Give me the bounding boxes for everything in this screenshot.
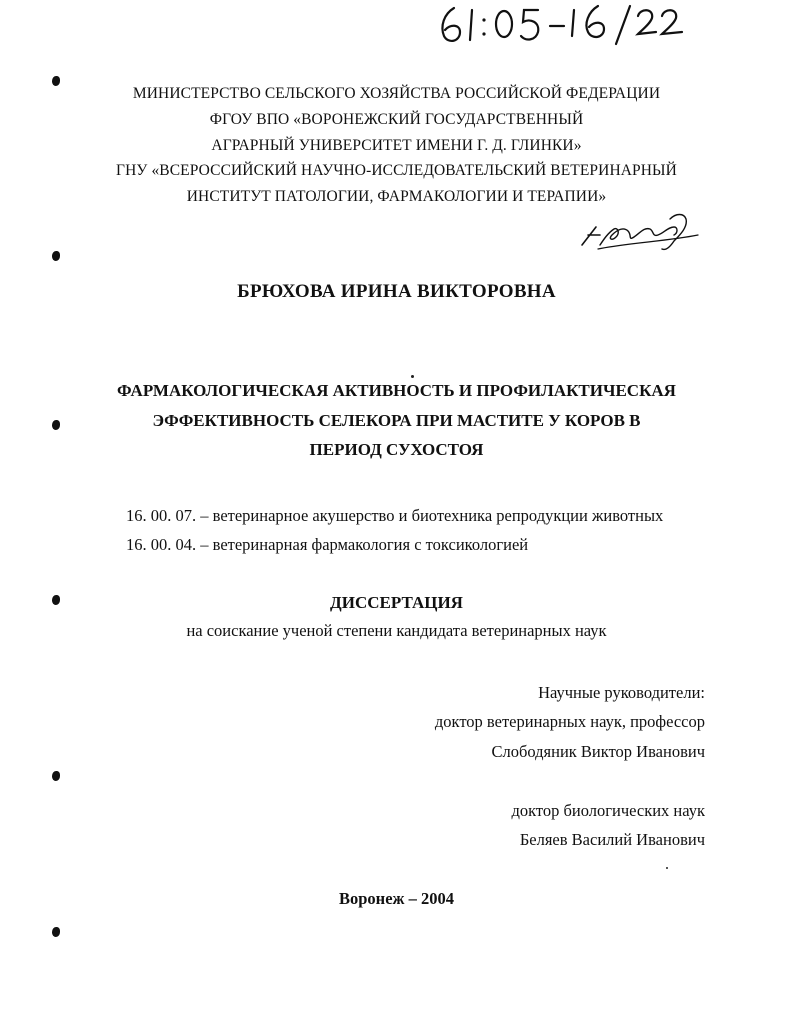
dissertation-title-line: ПЕРИОД СУХОСТОЯ: [309, 440, 484, 459]
specialty-code-line: 16. 00. 07. – ветеринарное акушерство и биотехника репродукции животных: [126, 506, 664, 525]
supervisors-heading: Научные руководители:: [538, 683, 705, 702]
punch-hole-mark: [52, 927, 60, 937]
handwritten-signature: [578, 205, 702, 255]
supervisor-name: Слободяник Виктор Иванович: [491, 742, 705, 761]
institution-line: ФГОУ ВПО «ВОРОНЕЖСКИЙ ГОСУДАРСТВЕННЫЙ: [209, 111, 584, 128]
supervisor-title: доктор биологических наук: [511, 801, 705, 820]
punch-hole-mark: [52, 771, 60, 781]
institution-line: МИНИСТЕРСТВО СЕЛЬСКОГО ХОЗЯЙСТВА РОССИЙСКОЙ ФЕДЕРАЦИИ: [132, 85, 661, 102]
specialty-code-line: 16. 00. 04. – ветеринарная фармакология с токсикологией: [126, 535, 529, 554]
institution-line: АГРАРНЫЙ УНИВЕРСИТЕТ ИМЕНИ Г. Д. ГЛИНКИ»: [211, 137, 582, 154]
dissertation-title-line: ФАРМАКОЛОГИЧЕСКАЯ АКТИВНОСТЬ И ПРОФИЛАКТИЧЕСКАЯ: [117, 381, 676, 400]
handwritten-archive-code: [432, 0, 692, 50]
document-type: ДИССЕРТАЦИЯ: [330, 593, 463, 612]
supervisor-title: доктор ветеринарных наук, профессор: [434, 712, 705, 731]
punch-hole-mark: [52, 251, 60, 261]
institution-line: ИНСТИТУТ ПАТОЛОГИИ, ФАРМАКОЛОГИИ И ТЕРАПИИ»: [186, 188, 607, 205]
stray-mark: [666, 867, 668, 869]
supervisor-name: Беляев Василий Иванович: [519, 830, 705, 849]
degree-statement: на соискание ученой степени кандидата ветеринарных наук: [186, 621, 607, 640]
author-name: БРЮХОВА ИРИНА ВИКТОРОВНА: [237, 281, 556, 302]
institution-line: ГНУ «ВСЕРОССИЙСКИЙ НАУЧНО-ИССЛЕДОВАТЕЛЬСКИЙ ВЕТЕРИНАРНЫЙ: [116, 162, 677, 179]
dissertation-title-line: ЭФФЕКТИВНОСТЬ СЕЛЕКОРА ПРИ МАСТИТЕ У КОРОВ В: [152, 411, 641, 430]
place-and-year: Воронеж – 2004: [339, 889, 454, 908]
stray-mark: [411, 375, 414, 378]
